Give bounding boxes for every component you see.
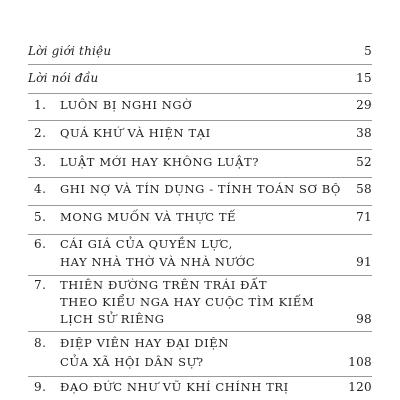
entry-title-line-1: CÁI GIÁ CỦA QUYỀN LỰC,	[60, 237, 233, 251]
entry-page: 120	[348, 380, 372, 394]
toc-entry-chapter-7[interactable]	[28, 276, 372, 332]
entry-title: LUÔN BỊ NGHI NGỜ	[60, 98, 193, 112]
entry-page: 29	[356, 98, 372, 112]
entry-page: 38	[356, 126, 372, 140]
entry-title-line-2: HAY NHÀ THỜ VÀ NHÀ NƯỚC	[60, 255, 256, 269]
entry-title: Lời nói đầu	[28, 71, 99, 85]
toc-entry-front-1[interactable]	[28, 38, 372, 65]
entry-page: 58	[356, 182, 372, 196]
entry-title-line-2: THEO KIỂU NGA HAY CUỘC TÌM KIẾM	[60, 295, 315, 309]
toc-entry-chapter-6[interactable]	[28, 235, 372, 276]
entry-title: QUÁ KHỨ VÀ HIỆN TẠI	[60, 126, 211, 140]
entry-number: 6.	[34, 237, 47, 251]
entry-page: 98	[356, 312, 372, 326]
entry-number: 5.	[34, 210, 47, 224]
entry-number: 7.	[34, 278, 47, 292]
toc-entry-front-2[interactable]	[28, 65, 372, 94]
entry-title: ĐẠO ĐỨC NHƯ VŨ KHÍ CHÍNH TRỊ	[60, 380, 289, 394]
entry-number: 2.	[34, 126, 47, 140]
entry-number: 8.	[34, 336, 47, 350]
entry-title-line-2: CỦA XÃ HỘI DÂN SỰ?	[60, 355, 204, 369]
entry-page: 108	[348, 355, 372, 369]
entry-page: 71	[356, 210, 372, 224]
entry-number: 1.	[34, 98, 47, 112]
entry-page: 5	[364, 44, 372, 58]
entry-page: 52	[356, 155, 372, 169]
entry-number: 4.	[34, 182, 47, 196]
toc-entry-chapter-4[interactable]	[28, 178, 372, 206]
toc-entry-chapter-5[interactable]	[28, 206, 372, 235]
entry-title: GHI NỢ VÀ TÍN DỤNG - TÍNH TOÁN SƠ BỘ	[60, 182, 341, 196]
entry-title-line-1: ĐIỆP VIÊN HAY ĐẠI DIỆN	[60, 336, 229, 350]
toc-entry-chapter-8[interactable]	[28, 332, 372, 377]
entry-title: Lời giới thiệu	[28, 44, 112, 58]
entry-number: 3.	[34, 155, 47, 169]
entry-title-line-1: THIÊN ĐƯỜNG TRÊN TRÁI ĐẤT	[60, 278, 268, 292]
toc-entry-chapter-1[interactable]	[28, 94, 372, 121]
entry-title: LUẬT MỚI HAY KHÔNG LUẬT?	[60, 155, 260, 169]
toc-entry-chapter-3[interactable]	[28, 150, 372, 178]
toc-entry-chapter-9[interactable]	[28, 377, 372, 397]
entry-title-line-3: LỊCH SỬ RIÊNG	[60, 312, 165, 326]
entry-page: 91	[356, 255, 372, 269]
entry-number: 9.	[34, 380, 47, 394]
entry-page: 15	[356, 71, 372, 85]
toc-entry-chapter-2[interactable]	[28, 121, 372, 150]
entry-title: MONG MUỐN VÀ THỰC TẾ	[60, 210, 237, 224]
